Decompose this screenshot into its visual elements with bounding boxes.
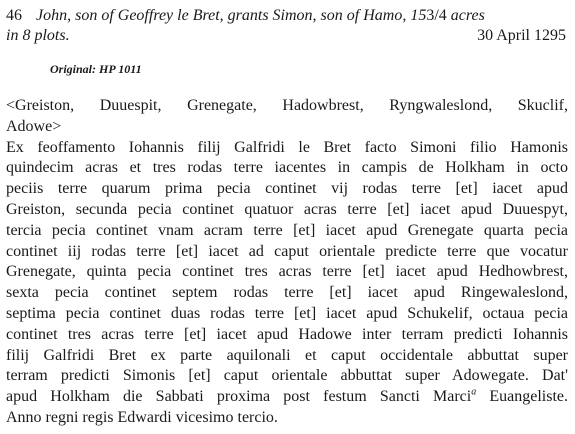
text-line: continet iij rodas terre [et] iacet ad caput orientale predicte terre que vocatur (6, 242, 568, 260)
text-line: Anno regni regis Edwardi vicesimo tercio. (6, 408, 278, 426)
title-line-2: in 8 plots. (6, 27, 70, 44)
text-line: Ex feoffamento Iohannis filij Galfridi le Bret facto Simoni filio Hamonis (6, 138, 568, 156)
title-line-1 (6, 6, 568, 26)
original-reference: Original: HP 1011 (50, 62, 142, 76)
entry-title: John, son of Geoffrey le Bret, grants Simon, son of Hamo, 15 (36, 7, 427, 24)
text-line: sexta pecia continet septem rodas terre [et] iacet apud Ringewaleslond, (6, 284, 568, 302)
text-line-with-note (6, 387, 568, 408)
entry-date: 30 April 1295 (477, 27, 566, 44)
entry-number: 46 (6, 7, 22, 24)
text-line: continet tres acras terre [et] iacet apud Hadowe inter terram predicti Iohannis (6, 325, 568, 343)
footnote-marker: a (471, 386, 477, 398)
text-line: <Greiston, Duuespit, Grenegate, Hadowbrest, Ryngwaleslond, Skuclif, (6, 97, 568, 114)
title-fraction: 3/4 (426, 7, 447, 24)
text-line: filij Galfridi Bret ex parte aquilonali et caput occidentale abbuttat super (6, 346, 568, 364)
text-line: Grenegate, quinta pecia continet tres acras terre [et] iacet apud Hedhowbrest, (6, 263, 568, 281)
text-line: tercia pecia continet vnam acram terre [et] iacet apud Grenegate quarta pecia (6, 221, 568, 239)
charter-text (6, 96, 568, 429)
text-line: quindecim acras et tres rodas terre iacentes in campis de Holkham in octo (6, 159, 568, 177)
text-line: terram predicti Simonis [et] caput orientale abbuttat super Adowegate. Dat' (6, 367, 568, 385)
text-line: peciis terre quarum prima pecia continet vij rodas terre [et] iacet apud (6, 180, 568, 198)
text-line: Adowe> (6, 117, 62, 135)
text-line: septima pecia continet duas rodas terre [et] iacet apud Schukelif, octaua pecia (6, 304, 568, 322)
text-segment: Euangeliste. (476, 388, 569, 406)
text-line: Greiston, secunda pecia continet quatuor acras terre [et] iacet apud Duuespyt, (6, 200, 568, 218)
entry-title-end: acres (446, 7, 485, 24)
entry-header (6, 6, 568, 46)
text-segment: apud Holkham die Sabbati proxima post festum Sancti Marci (6, 388, 472, 406)
